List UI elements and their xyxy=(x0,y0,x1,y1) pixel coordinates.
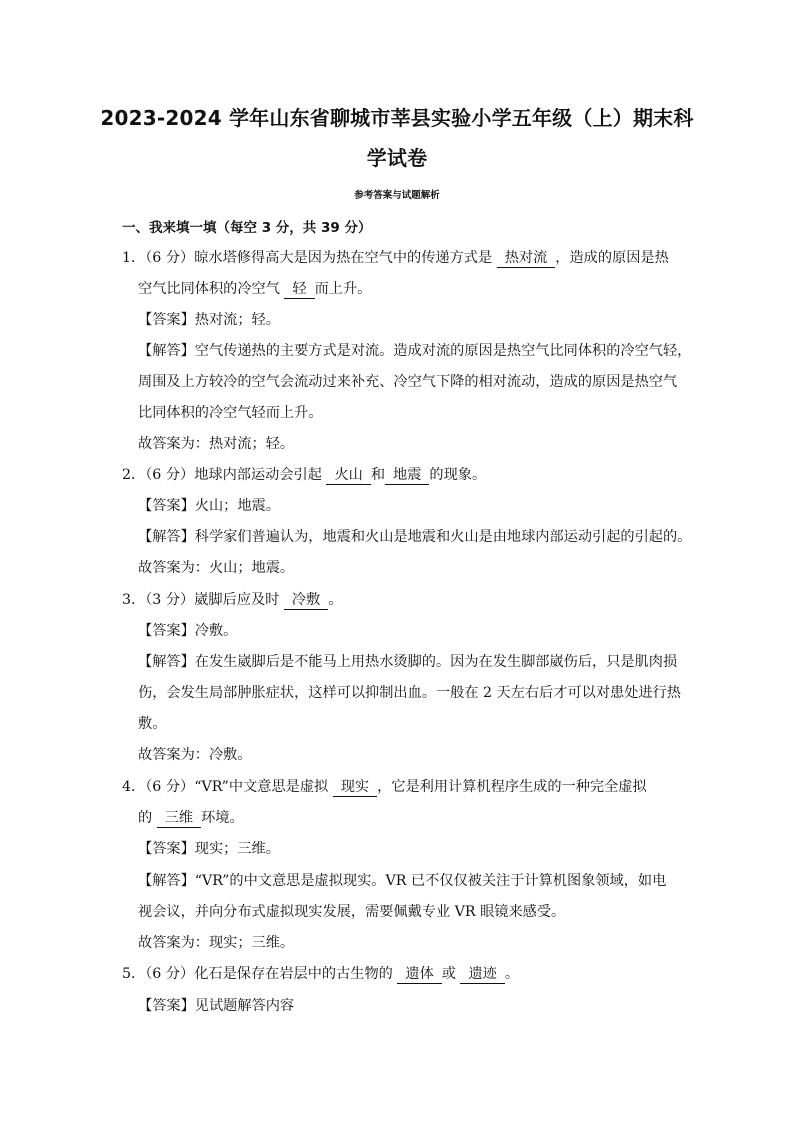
analysis-text: “VR”的中文意思是虚拟现实。VR 已不仅仅被关注于计算机图象领域，如电 xyxy=(194,873,667,889)
answer-tag: 【答案】 xyxy=(138,498,195,514)
final-answer-label: 故答案为： xyxy=(138,560,209,576)
analysis-tag: 【解答】 xyxy=(138,873,195,889)
section-heading: 一、我来填一填（每空 3 分，共 39 分） xyxy=(122,220,372,236)
answer-blank: 冷敷 xyxy=(284,592,328,610)
final-answer-text: 冷敷。 xyxy=(208,747,252,763)
question-text: 而上升。 xyxy=(314,281,372,297)
answer-blank: 热对流 xyxy=(497,250,556,268)
answer-blank: 地震 xyxy=(385,467,429,485)
question-2-analysis-1 xyxy=(138,527,691,547)
question-score: （6 分） xyxy=(145,966,195,982)
page-title-line-2: 学试卷 xyxy=(366,146,428,170)
answer-blank: 遗迹 xyxy=(460,966,504,984)
question-score: （6 分） xyxy=(145,779,195,795)
final-answer-label: 故答案为： xyxy=(138,935,209,951)
final-answer-text: 热对流；轻。 xyxy=(208,436,295,452)
question-text: 或 xyxy=(441,966,456,982)
question-4-analysis-2: 视会议，并向分布式虚拟现实发展，需要佩戴专业 VR 眼镜来感受。 xyxy=(138,904,566,920)
question-text: 的现象。 xyxy=(429,467,487,483)
question-text: 化石是保存在岩层中的古生物的 xyxy=(194,966,393,982)
question-text: ，它是利用计算机程序生成的一种完全虚拟 xyxy=(377,779,647,795)
answer-text: 热对流；轻。 xyxy=(194,312,280,328)
answer-blank: 遗体 xyxy=(397,966,441,984)
question-text: 晾水塔修得高大是因为热在空气中的传递方式是 xyxy=(194,250,493,266)
question-score: （6 分） xyxy=(145,467,195,483)
final-answer-label: 故答案为： xyxy=(138,747,209,763)
question-1-answer xyxy=(138,310,280,330)
question-5-answer xyxy=(138,996,294,1016)
answer-tag: 【答案】 xyxy=(138,998,195,1014)
answer-text: 见试题解答内容 xyxy=(194,998,295,1014)
question-number: 3． xyxy=(122,592,146,608)
question-3-final xyxy=(138,745,252,765)
question-text: 。 xyxy=(504,966,520,982)
question-score: （3 分） xyxy=(145,592,195,608)
answer-blank: 火山 xyxy=(326,467,370,485)
answer-text: 现实；三维。 xyxy=(194,841,280,857)
question-1-analysis-3: 比同体积的冷空气轻而上升。 xyxy=(138,405,323,421)
analysis-tag: 【解答】 xyxy=(138,529,195,545)
question-3-line-1 xyxy=(122,590,342,610)
question-number: 1． xyxy=(122,250,146,266)
question-text: 和 xyxy=(370,467,386,483)
question-3-analysis-2: 伤，会发生局部肿胀症状，这样可以抑制出血。一般在 2 天左右后才可以对患处进行热 xyxy=(138,685,681,701)
question-1-final xyxy=(138,434,294,454)
question-score: （6 分） xyxy=(145,250,195,266)
question-text: 的 xyxy=(138,810,153,826)
final-answer-text: 现实；三维。 xyxy=(208,935,295,951)
question-3-answer xyxy=(138,621,237,641)
question-number: 2． xyxy=(122,467,146,483)
question-4-answer xyxy=(138,839,280,859)
analysis-text: 空气传递热的主要方式是对流。造成对流的原因是热空气比同体积的冷空气轻， xyxy=(194,343,692,359)
question-1-line-1 xyxy=(122,248,669,268)
question-2-line-1 xyxy=(122,465,486,485)
answer-blank: 三维 xyxy=(157,810,201,828)
question-text: 空气比同体积的冷空气 xyxy=(138,281,280,297)
analysis-text: 科学家们普遍认为，地震和火山是地震和火山是由地球内部运动引起的引起的。 xyxy=(194,529,692,545)
question-4-analysis-1 xyxy=(138,871,666,891)
final-answer-label: 故答案为： xyxy=(138,436,209,452)
question-3-analysis-3: 敷。 xyxy=(138,716,167,732)
answer-tag: 【答案】 xyxy=(138,841,195,857)
question-3-analysis-1 xyxy=(138,652,677,672)
question-1-line-2 xyxy=(138,279,371,299)
answer-blank: 轻 xyxy=(284,281,314,299)
final-answer-text: 火山；地震。 xyxy=(208,560,295,576)
answer-text: 火山；地震。 xyxy=(194,498,280,514)
analysis-text: 在发生崴脚后是不能马上用热水烫脚的。因为在发生脚部崴伤后，只是肌肉损 xyxy=(194,654,678,670)
answer-blank: 现实 xyxy=(333,779,377,797)
question-5-line-1 xyxy=(122,964,519,984)
page-title-line-1: 2023-2024 学年山东省聊城市莘县实验小学五年级（上）期末科 xyxy=(100,106,694,130)
question-text: 环境。 xyxy=(201,810,244,826)
question-text: 地球内部运动会引起 xyxy=(194,467,322,483)
question-4-final xyxy=(138,933,294,953)
question-4-line-1 xyxy=(122,777,647,797)
question-4-line-2 xyxy=(138,808,244,828)
question-text: “VR”中文意思是虚拟 xyxy=(194,779,329,795)
question-number: 4． xyxy=(122,779,146,795)
answer-text: 冷敷。 xyxy=(194,623,238,639)
question-text: ，造成的原因是热 xyxy=(555,250,669,266)
question-number: 5． xyxy=(122,966,146,982)
answer-tag: 【答案】 xyxy=(138,312,195,328)
question-text: 崴脚后应及时 xyxy=(194,592,280,608)
analysis-tag: 【解答】 xyxy=(138,654,195,670)
question-text: 。 xyxy=(328,592,343,608)
answer-tag: 【答案】 xyxy=(138,623,195,639)
question-2-final xyxy=(138,558,294,578)
question-1-analysis-2: 周围及上方较冷的空气会流动过来补充、冷空气下降的相对流动，造成的原因是热空气 xyxy=(138,374,678,390)
question-1-analysis-1 xyxy=(138,341,691,361)
analysis-tag: 【解答】 xyxy=(138,343,195,359)
page-subtitle: 参考答案与试题解析 xyxy=(354,190,440,201)
question-2-answer xyxy=(138,496,280,516)
